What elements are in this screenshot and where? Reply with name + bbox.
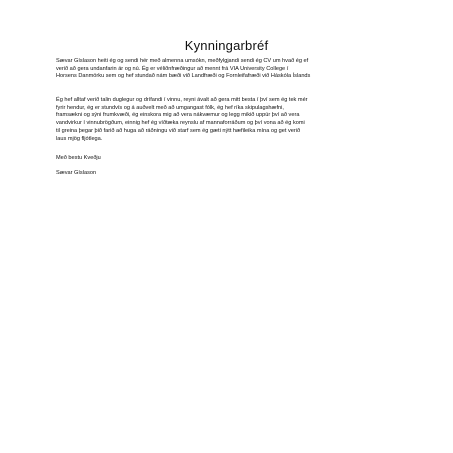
intro-line: Sævar Gíslason heiti ég og sendi hér með almenna umsókn, meðfylgjandi sendi ég CV um hvað ég ef: [56, 58, 309, 64]
qualifications-line: fyrir hendur, ég er stundvís og á auðvelt með að umgangast fólk, ég hef ríka skipulagshæfni,: [56, 104, 284, 111]
letter-title: Kynningarbréf: [184, 38, 269, 53]
qualifications-paragraph: [56, 97, 406, 143]
intro-line: verið að gera undanfarin ár og nú. Ég er véliðnfræðingur að mennt frá VIA University College í: [56, 65, 289, 72]
qualifications-line: vandvirkur í vinnubrögðum, einnig hef ég víðtæka reynslu af mannaforráðum og því vona að ég komi: [56, 120, 305, 127]
intro-paragraph: [56, 58, 406, 81]
intro-line: Horsens Danmörku sem og hef stundað nám bæði við Landfræði og Fornleifafræði við Háskóla Íslands: [56, 73, 311, 80]
qualifications-line: framsækni og sýni frumkvæði, ég einskora mig að vera nákvæmur og legg mikið uppúr því að vera: [56, 112, 300, 119]
signature-name: Sævar Gíslason: [56, 170, 97, 176]
qualifications-line: Ég hef alltaf verið talin duglegur og drífandi í vinnu, reyni ávalt að gera mitt besta í því sem ég tek mér: [56, 97, 308, 103]
qualifications-line: til greina þegar þið farið að huga að ráðningu við starf sem ég gæti nýtt hæfileika mína og get verið: [56, 127, 301, 134]
qualifications-line: laus mjög fljótlega.: [56, 135, 103, 142]
closing-salutation: Með bestu Kveðju: [56, 155, 101, 161]
